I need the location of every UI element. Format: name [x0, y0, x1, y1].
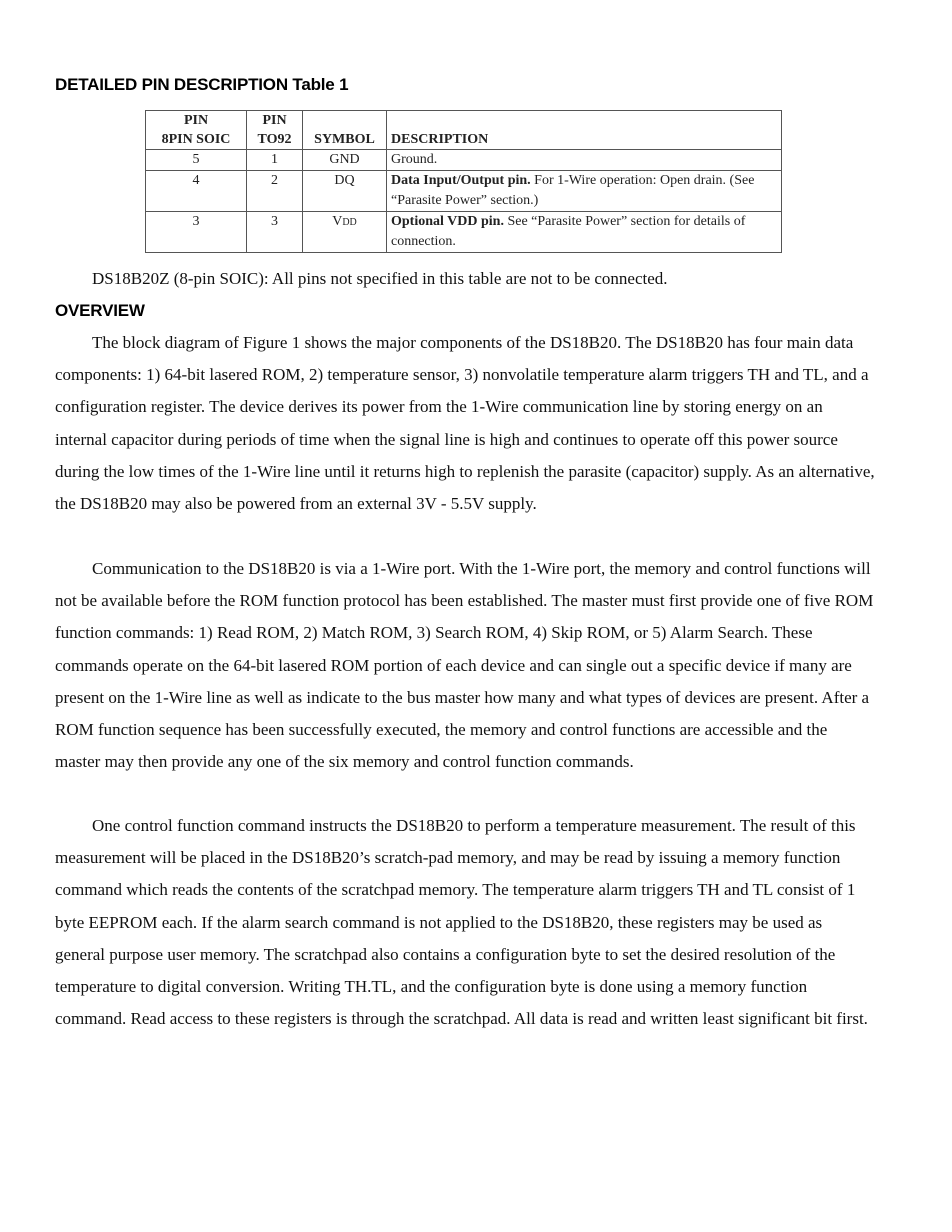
- cell-pin-soic: 5: [146, 150, 247, 171]
- section-title-pin-description: DETAILED PIN DESCRIPTION Table 1: [55, 75, 349, 94]
- table-note: DS18B20Z (8-pin SOIC): All pins not specified in this table are not to be connected.: [92, 269, 668, 288]
- cell-symbol: DQ: [303, 171, 387, 212]
- header-description: DESCRIPTION: [387, 111, 782, 150]
- overview-paragraph-1: The block diagram of Figure 1 shows the major components of the DS18B20. The DS18B20 has four main data components: 1) 64-bit lasered ROM, 2) temperature sensor, 3) nonvolatile temperature alarm triggers TH and TL, and a configuration register. The device derives its power from the 1-Wire communication line by storing energy on an internal capacitor during periods of time when the signal line is high and continues to operate off this power source during the low times of the 1-Wire line until it returns high to replenish the parasite (capacitor) supply. As an alternative, the DS18B20 may also be powered from an external 3V - 5.5V supply.: [55, 333, 875, 514]
- cell-pin-soic: 4: [146, 171, 247, 212]
- table-row: [146, 171, 782, 212]
- pin-description-table: [145, 110, 782, 253]
- cell-description: Ground.: [387, 150, 782, 171]
- cell-pin-to92: 3: [247, 212, 303, 253]
- cell-pin-to92: 2: [247, 171, 303, 212]
- cell-pin-soic: 3: [146, 212, 247, 253]
- header-pin-soic: PIN 8PIN SOIC: [146, 111, 247, 150]
- overview-paragraph-2: Communication to the DS18B20 is via a 1-Wire port. With the 1-Wire port, the memory and control functions will not be available before the ROM function protocol has been established. The master must first provide one of five ROM function commands: 1) Read ROM, 2) Match ROM, 3) Search ROM, 4) Skip ROM, or 5) Alarm Search. These commands operate on the 64-bit lasered ROM portion of each device and can single out a specific device if many are present on the 1-Wire line as well as indicate to the bus master how many and what types of devices are present. After a ROM function sequence has been successfully executed, the memory and control functions are accessible and the master may then provide any one of the six memory and control function commands.: [55, 559, 874, 772]
- cell-symbol: VDD: [303, 212, 387, 253]
- section-title-overview: OVERVIEW: [55, 301, 145, 320]
- table-row: [146, 150, 782, 171]
- cell-symbol: GND: [303, 150, 387, 171]
- table-row: [146, 212, 782, 253]
- table-header-row: [146, 111, 782, 150]
- cell-description: Data Input/Output pin. For 1-Wire operation: Open drain. (See “Parasite Power” section.): [387, 171, 782, 212]
- cell-description: Optional VDD pin. See “Parasite Power” section for details of connection.: [387, 212, 782, 253]
- header-pin-to92: PIN TO92: [247, 111, 303, 150]
- cell-pin-to92: 1: [247, 150, 303, 171]
- overview-paragraph-3: One control function command instructs the DS18B20 to perform a temperature measurement. The result of this measurement will be placed in the DS18B20’s scratch-pad memory, and may be read by issuing a memory function command which reads the contents of the scratchpad memory. The temperature alarm triggers TH and TL consist of 1 byte EEPROM each. If the alarm search command is not applied to the DS18B20, these registers may be used as general purpose user memory. The scratchpad also contains a configuration byte to set the desired resolution of the temperature to digital conversion. Writing TH.TL, and the configuration byte is done using a memory function command. Read access to these registers is through the scratchpad. All data is read and written least significant bit first.: [55, 816, 868, 1029]
- header-symbol: SYMBOL: [303, 111, 387, 150]
